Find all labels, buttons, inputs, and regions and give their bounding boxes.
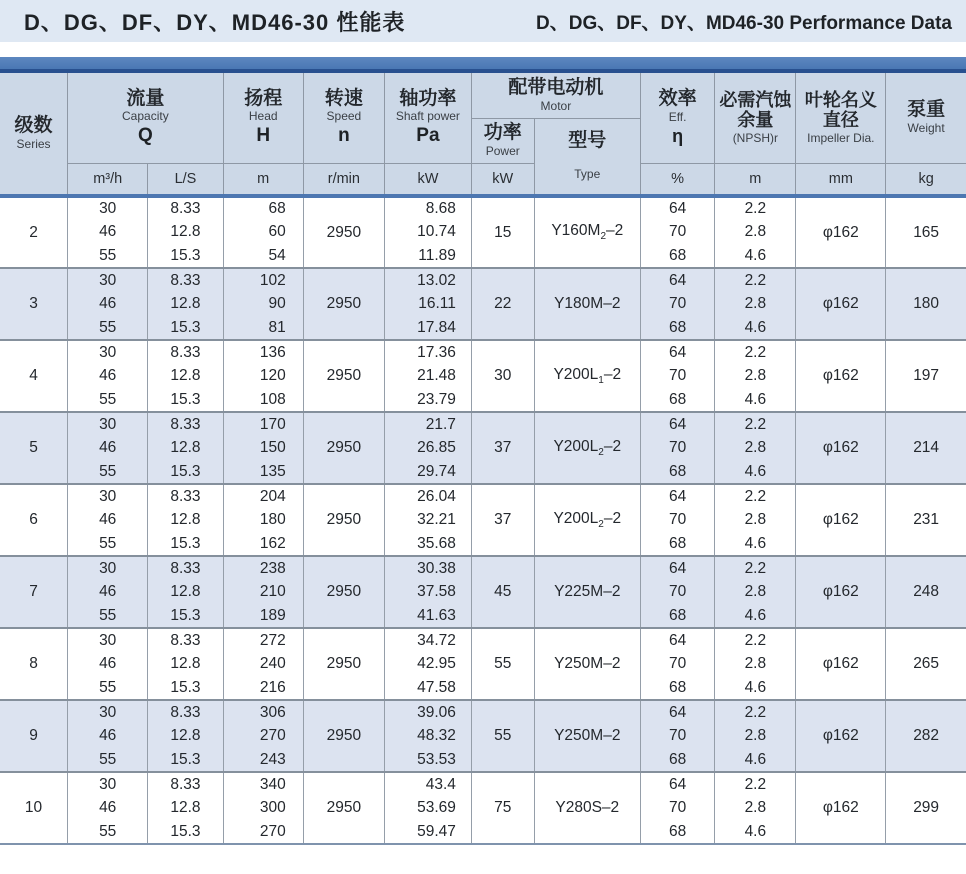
unit-head: m bbox=[223, 163, 303, 196]
unit-shaft-power: kW bbox=[384, 163, 471, 196]
unit-npsh: m bbox=[715, 163, 796, 196]
efficiency-value: 64 bbox=[640, 412, 714, 436]
capacity-m3h-value: 30 bbox=[68, 412, 148, 436]
col-header-speed: 转速 Speed n bbox=[303, 73, 384, 163]
head-value: 300 bbox=[223, 796, 303, 820]
shaft-power-value: 10.74 bbox=[384, 220, 471, 244]
npsh-value: 4.6 bbox=[715, 316, 796, 340]
capacity-m3h-value: 55 bbox=[68, 676, 148, 700]
head-value: 270 bbox=[223, 820, 303, 844]
col-header-motor-power: 功率 Power bbox=[471, 118, 534, 163]
page-title bbox=[0, 0, 966, 42]
weight-value: 248 bbox=[886, 556, 966, 628]
npsh-value: 2.2 bbox=[715, 196, 796, 220]
npsh-value: 2.8 bbox=[715, 796, 796, 820]
unit-speed: r/min bbox=[303, 163, 384, 196]
capacity-m3h-value: 55 bbox=[68, 820, 148, 844]
series-number: 3 bbox=[0, 268, 68, 340]
shaft-power-value: 13.02 bbox=[384, 268, 471, 292]
head-value: 150 bbox=[223, 436, 303, 460]
head-value: 60 bbox=[223, 220, 303, 244]
speed-value: 2950 bbox=[303, 196, 384, 268]
motor-type-value: Y250M–2 bbox=[534, 628, 640, 700]
accent-bar bbox=[0, 57, 966, 73]
capacity-m3h-value: 46 bbox=[68, 580, 148, 604]
weight-value: 197 bbox=[886, 340, 966, 412]
npsh-value: 4.6 bbox=[715, 532, 796, 556]
col-header-weight: 泵重 Weight bbox=[886, 73, 966, 163]
efficiency-value: 68 bbox=[640, 532, 714, 556]
head-value: 120 bbox=[223, 364, 303, 388]
capacity-ls-value: 12.8 bbox=[148, 796, 223, 820]
capacity-m3h-value: 30 bbox=[68, 340, 148, 364]
motor-power-value: 75 bbox=[471, 772, 534, 844]
efficiency-value: 70 bbox=[640, 220, 714, 244]
col-header-impeller: 叶轮名义直径 Impeller Dia. bbox=[796, 73, 886, 163]
impeller-dia-value: φ162 bbox=[796, 268, 886, 340]
shaft-power-value: 42.95 bbox=[384, 652, 471, 676]
motor-power-value: 37 bbox=[471, 484, 534, 556]
speed-value: 2950 bbox=[303, 412, 384, 484]
weight-value: 231 bbox=[886, 484, 966, 556]
npsh-value: 2.8 bbox=[715, 364, 796, 388]
weight-value: 214 bbox=[886, 412, 966, 484]
title-divider-gap bbox=[0, 42, 966, 57]
impeller-dia-value: φ162 bbox=[796, 700, 886, 772]
efficiency-value: 64 bbox=[640, 556, 714, 580]
capacity-m3h-value: 30 bbox=[68, 484, 148, 508]
capacity-ls-value: 12.8 bbox=[148, 508, 223, 532]
shaft-power-value: 32.21 bbox=[384, 508, 471, 532]
weight-value: 165 bbox=[886, 196, 966, 268]
col-header-efficiency: 效率 Eff. η bbox=[640, 73, 714, 163]
speed-value: 2950 bbox=[303, 340, 384, 412]
capacity-ls-value: 12.8 bbox=[148, 652, 223, 676]
npsh-value: 2.2 bbox=[715, 700, 796, 724]
efficiency-value: 68 bbox=[640, 316, 714, 340]
series-4-subrow-1 bbox=[0, 340, 966, 364]
shaft-power-value: 8.68 bbox=[384, 196, 471, 220]
weight-value: 265 bbox=[886, 628, 966, 700]
capacity-ls-value: 8.33 bbox=[148, 268, 223, 292]
series-number: 8 bbox=[0, 628, 68, 700]
impeller-dia-value: φ162 bbox=[796, 412, 886, 484]
head-value: 81 bbox=[223, 316, 303, 340]
header-row-main bbox=[0, 73, 966, 118]
capacity-m3h-value: 55 bbox=[68, 244, 148, 268]
shaft-power-value: 29.74 bbox=[384, 460, 471, 484]
series-number: 4 bbox=[0, 340, 68, 412]
series-3-subrow-1 bbox=[0, 268, 966, 292]
unit-impeller: mm bbox=[796, 163, 886, 196]
capacity-ls-value: 15.3 bbox=[148, 532, 223, 556]
capacity-m3h-value: 55 bbox=[68, 388, 148, 412]
efficiency-value: 68 bbox=[640, 748, 714, 772]
shaft-power-value: 26.85 bbox=[384, 436, 471, 460]
capacity-m3h-value: 55 bbox=[68, 748, 148, 772]
efficiency-value: 70 bbox=[640, 292, 714, 316]
shaft-power-value: 48.32 bbox=[384, 724, 471, 748]
motor-type-value: $Y200L_1-2$ bbox=[534, 340, 640, 412]
npsh-value: 2.8 bbox=[715, 436, 796, 460]
series-6-subrow-1 bbox=[0, 484, 966, 508]
efficiency-value: 70 bbox=[640, 436, 714, 460]
shaft-power-value: 43.4 bbox=[384, 772, 471, 796]
motor-type-value: Y180M–2 bbox=[534, 268, 640, 340]
capacity-ls-value: 8.33 bbox=[148, 556, 223, 580]
head-value: 180 bbox=[223, 508, 303, 532]
efficiency-value: 70 bbox=[640, 580, 714, 604]
head-value: 204 bbox=[223, 484, 303, 508]
capacity-m3h-value: 55 bbox=[68, 532, 148, 556]
series-number: 6 bbox=[0, 484, 68, 556]
motor-type-value: Y280S–2 bbox=[534, 772, 640, 844]
npsh-value: 2.8 bbox=[715, 724, 796, 748]
capacity-m3h-value: 30 bbox=[68, 700, 148, 724]
efficiency-value: 68 bbox=[640, 604, 714, 628]
shaft-power-value: 35.68 bbox=[384, 532, 471, 556]
efficiency-value: 68 bbox=[640, 388, 714, 412]
npsh-value: 2.2 bbox=[715, 340, 796, 364]
head-value: 270 bbox=[223, 724, 303, 748]
shaft-power-value: 30.38 bbox=[384, 556, 471, 580]
efficiency-value: 70 bbox=[640, 652, 714, 676]
capacity-ls-value: 8.33 bbox=[148, 700, 223, 724]
unit-efficiency: % bbox=[640, 163, 714, 196]
header-row-units bbox=[0, 163, 966, 196]
npsh-value: 2.8 bbox=[715, 652, 796, 676]
npsh-value: 2.8 bbox=[715, 292, 796, 316]
capacity-m3h-value: 30 bbox=[68, 196, 148, 220]
capacity-ls-value: 15.3 bbox=[148, 460, 223, 484]
motor-power-value: 45 bbox=[471, 556, 534, 628]
capacity-ls-value: 15.3 bbox=[148, 820, 223, 844]
efficiency-value: 64 bbox=[640, 700, 714, 724]
npsh-value: 2.2 bbox=[715, 484, 796, 508]
shaft-power-value: 34.72 bbox=[384, 628, 471, 652]
series-number: 2 bbox=[29, 223, 38, 241]
capacity-ls-value: 12.8 bbox=[148, 364, 223, 388]
capacity-ls-value: 8.33 bbox=[148, 772, 223, 796]
head-value: 136 bbox=[223, 340, 303, 364]
page-title-zh: D、DG、DF、DY、MD46-30 性能表 bbox=[24, 9, 406, 35]
capacity-m3h-value: 46 bbox=[68, 364, 148, 388]
series-number: 10 bbox=[0, 772, 68, 844]
efficiency-value: 68 bbox=[640, 244, 714, 268]
series-2-subrow-1 bbox=[0, 196, 966, 220]
shaft-power-value: 37.58 bbox=[384, 580, 471, 604]
head-value: 162 bbox=[223, 532, 303, 556]
head-value: 216 bbox=[223, 676, 303, 700]
speed-value: 2950 bbox=[303, 556, 384, 628]
head-value: 340 bbox=[223, 772, 303, 796]
efficiency-value: 68 bbox=[640, 820, 714, 844]
capacity-ls-value: 15.3 bbox=[148, 316, 223, 340]
efficiency-value: 64 bbox=[640, 196, 714, 220]
head-value: 243 bbox=[223, 748, 303, 772]
npsh-value: 2.8 bbox=[715, 580, 796, 604]
head-value: 68 bbox=[223, 196, 303, 220]
efficiency-value: 68 bbox=[640, 460, 714, 484]
capacity-ls-value: 15.3 bbox=[148, 244, 223, 268]
col-header-capacity: 流量 Capacity Q bbox=[68, 73, 224, 163]
head-value: 272 bbox=[223, 628, 303, 652]
efficiency-value: 64 bbox=[640, 772, 714, 796]
col-header-npsh: 必需汽蚀余量 (NPSH)r bbox=[715, 73, 796, 163]
capacity-ls-value: 15.3 bbox=[148, 388, 223, 412]
npsh-value: 2.2 bbox=[715, 268, 796, 292]
efficiency-value: 64 bbox=[640, 484, 714, 508]
shaft-power-value: 17.84 bbox=[384, 316, 471, 340]
motor-power-value: 30 bbox=[471, 340, 534, 412]
shaft-power-value: 16.11 bbox=[384, 292, 471, 316]
capacity-ls-value: 12.8 bbox=[148, 292, 223, 316]
performance-table bbox=[0, 73, 966, 845]
motor-power-value: 37 bbox=[471, 412, 534, 484]
col-header-shaft-power: 轴功率 Shaft power Pa bbox=[384, 73, 471, 163]
npsh-value: 4.6 bbox=[715, 748, 796, 772]
shaft-power-value: 59.47 bbox=[384, 820, 471, 844]
col-header-motor: 配带电动机 Motor bbox=[471, 73, 640, 118]
head-value: 306 bbox=[223, 700, 303, 724]
head-value: 54 bbox=[223, 244, 303, 268]
efficiency-value: 70 bbox=[640, 364, 714, 388]
series-7-subrow-1 bbox=[0, 556, 966, 580]
capacity-ls-value: 12.8 bbox=[148, 580, 223, 604]
capacity-m3h-value: 30 bbox=[68, 772, 148, 796]
capacity-m3h-value: 46 bbox=[68, 796, 148, 820]
weight-value: 180 bbox=[886, 268, 966, 340]
npsh-value: 4.6 bbox=[715, 820, 796, 844]
shaft-power-value: 47.58 bbox=[384, 676, 471, 700]
weight-value: 299 bbox=[886, 772, 966, 844]
motor-power-value: 15 bbox=[471, 196, 534, 268]
capacity-m3h-value: 55 bbox=[68, 316, 148, 340]
npsh-value: 4.6 bbox=[715, 676, 796, 700]
capacity-m3h-value: 55 bbox=[68, 604, 148, 628]
speed-value: 2950 bbox=[303, 484, 384, 556]
impeller-dia-value: φ162 bbox=[796, 484, 886, 556]
shaft-power-value: 26.04 bbox=[384, 484, 471, 508]
npsh-value: 2.8 bbox=[715, 220, 796, 244]
capacity-m3h-value: 30 bbox=[68, 628, 148, 652]
capacity-ls-value: 12.8 bbox=[148, 436, 223, 460]
efficiency-value: 68 bbox=[640, 676, 714, 700]
table-header bbox=[0, 73, 966, 196]
head-value: 102 bbox=[223, 268, 303, 292]
shaft-power-value: 23.79 bbox=[384, 388, 471, 412]
capacity-ls-value: 8.33 bbox=[148, 340, 223, 364]
weight-value: 282 bbox=[886, 700, 966, 772]
shaft-power-value: 41.63 bbox=[384, 604, 471, 628]
shaft-power-value: 17.36 bbox=[384, 340, 471, 364]
head-value: 90 bbox=[223, 292, 303, 316]
col-header-motor-type: 型号 Type bbox=[534, 118, 640, 196]
capacity-m3h-value: 46 bbox=[68, 220, 148, 244]
motor-type-value: Y250M–2 bbox=[534, 700, 640, 772]
series-5-subrow-1 bbox=[0, 412, 966, 436]
capacity-ls-value: 15.3 bbox=[148, 604, 223, 628]
npsh-value: 4.6 bbox=[715, 460, 796, 484]
efficiency-value: 64 bbox=[640, 628, 714, 652]
head-value: 210 bbox=[223, 580, 303, 604]
npsh-value: 2.2 bbox=[715, 628, 796, 652]
series-9-subrow-1 bbox=[0, 700, 966, 724]
shaft-power-value: 11.89 bbox=[384, 244, 471, 268]
capacity-m3h-value: 46 bbox=[68, 724, 148, 748]
motor-power-value: 22 bbox=[471, 268, 534, 340]
capacity-ls-value: 12.8 bbox=[148, 724, 223, 748]
speed-value: 2950 bbox=[303, 700, 384, 772]
capacity-m3h-value: 46 bbox=[68, 292, 148, 316]
capacity-ls-value: 15.3 bbox=[148, 676, 223, 700]
capacity-m3h-value: 55 bbox=[68, 460, 148, 484]
impeller-dia-value: φ162 bbox=[796, 340, 886, 412]
impeller-dia-value: φ162 bbox=[796, 772, 886, 844]
capacity-ls-value: 8.33 bbox=[148, 484, 223, 508]
shaft-power-value: 21.7 bbox=[384, 412, 471, 436]
npsh-value: 4.6 bbox=[715, 244, 796, 268]
capacity-m3h-value: 46 bbox=[68, 436, 148, 460]
npsh-value: 2.8 bbox=[715, 508, 796, 532]
shaft-power-value: 53.53 bbox=[384, 748, 471, 772]
head-value: 108 bbox=[223, 388, 303, 412]
capacity-ls-value: 8.33 bbox=[148, 196, 223, 220]
npsh-value: 2.2 bbox=[715, 556, 796, 580]
motor-type-value: $Y200L_2-2$ bbox=[534, 412, 640, 484]
efficiency-value: 70 bbox=[640, 508, 714, 532]
impeller-dia-value: φ162 bbox=[796, 196, 886, 268]
impeller-dia-value: φ162 bbox=[796, 628, 886, 700]
npsh-value: 2.2 bbox=[715, 772, 796, 796]
col-header-series: 级数 Series bbox=[0, 73, 68, 196]
motor-power-value: 55 bbox=[471, 700, 534, 772]
efficiency-value: 70 bbox=[640, 724, 714, 748]
efficiency-value: 64 bbox=[640, 268, 714, 292]
capacity-m3h-value: 46 bbox=[68, 508, 148, 532]
capacity-ls-value: 12.8 bbox=[148, 220, 223, 244]
shaft-power-value: 21.48 bbox=[384, 364, 471, 388]
col-header-head: 扬程 Head H bbox=[223, 73, 303, 163]
series-10-subrow-1 bbox=[0, 772, 966, 796]
capacity-m3h-value: 46 bbox=[68, 652, 148, 676]
shaft-power-value: 53.69 bbox=[384, 796, 471, 820]
head-value: 189 bbox=[223, 604, 303, 628]
capacity-m3h-value: 30 bbox=[68, 556, 148, 580]
unit-capacity-ls: L/S bbox=[148, 163, 223, 196]
npsh-value: 4.6 bbox=[715, 388, 796, 412]
speed-value: 2950 bbox=[303, 772, 384, 844]
npsh-value: 4.6 bbox=[715, 604, 796, 628]
page-title-en: D、DG、DF、DY、MD46-30 Performance Data bbox=[536, 12, 952, 34]
series-8-subrow-1 bbox=[0, 628, 966, 652]
npsh-value: 2.2 bbox=[715, 412, 796, 436]
speed-value: 2950 bbox=[303, 268, 384, 340]
efficiency-value: 70 bbox=[640, 796, 714, 820]
motor-type-value: $Y160M_2-2$ bbox=[534, 196, 640, 268]
unit-weight: kg bbox=[886, 163, 966, 196]
head-value: 238 bbox=[223, 556, 303, 580]
motor-type-value: $Y200L_2-2$ bbox=[534, 484, 640, 556]
capacity-ls-value: 8.33 bbox=[148, 412, 223, 436]
capacity-ls-value: 15.3 bbox=[148, 748, 223, 772]
unit-motor-power: kW bbox=[471, 163, 534, 196]
series-number: 7 bbox=[0, 556, 68, 628]
motor-power-value: 55 bbox=[471, 628, 534, 700]
capacity-ls-value: 8.33 bbox=[148, 628, 223, 652]
efficiency-value: 64 bbox=[640, 340, 714, 364]
series-number: 5 bbox=[0, 412, 68, 484]
series-number: 9 bbox=[0, 700, 68, 772]
capacity-m3h-value: 30 bbox=[68, 268, 148, 292]
speed-value: 2950 bbox=[303, 628, 384, 700]
unit-capacity-m3h: m³/h bbox=[68, 163, 148, 196]
impeller-dia-value: φ162 bbox=[796, 556, 886, 628]
head-value: 240 bbox=[223, 652, 303, 676]
shaft-power-value: 39.06 bbox=[384, 700, 471, 724]
motor-type-value: Y225M–2 bbox=[534, 556, 640, 628]
head-value: 170 bbox=[223, 412, 303, 436]
table-body bbox=[0, 196, 966, 844]
head-value: 135 bbox=[223, 460, 303, 484]
